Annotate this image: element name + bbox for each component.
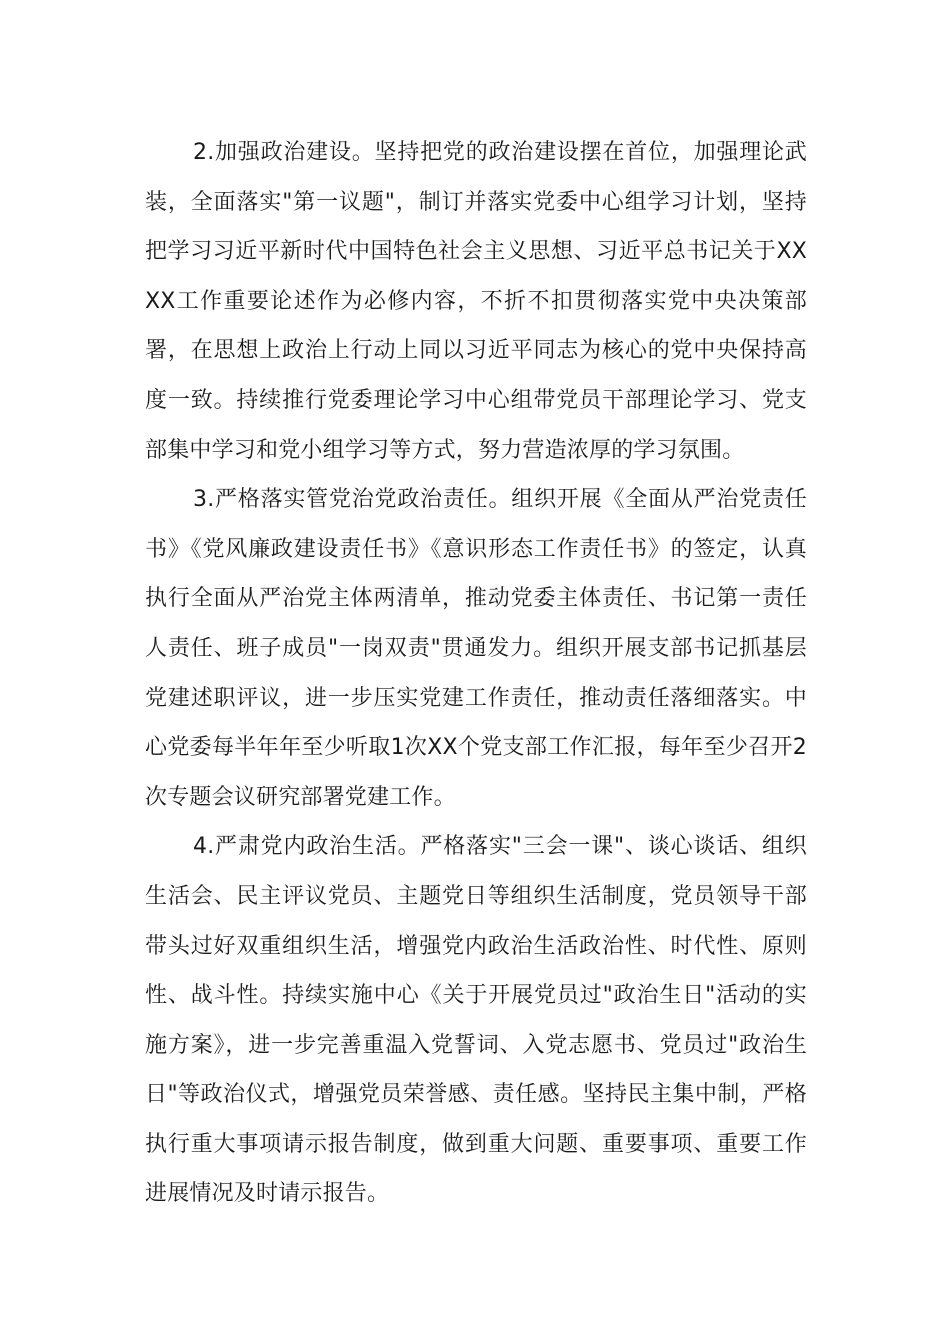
document-body bbox=[145, 128, 807, 1219]
paragraph-political-construction: 2.加强政治建设。坚持把党的政治建设摆在首位，加强理论武装，全面落实"第一议题"，制订并落实党委中心组学习计划，坚持把学习习近平新时代中国特色社会主义思想、习近平总书记关于XXXX工作重要论述作为必修内容，不折不扣贯彻落实党中央决策部署，在思想上政治上行动上同以习近平同志为核心的党中央保持高度一致。持续推行党委理论学习中心组带党员干部理论学习、党支部集中学习和党小组学习等方式，努力营造浓厚的学习氛围。 bbox=[145, 140, 807, 463]
paragraph-party-responsibility: 3.严格落实管党治党政治责任。组织开展《全面从严治党责任书》《党风廉政建设责任书》《意识形态工作责任书》的签定，认真执行全面从严治党主体两清单，推动党委主体责任、书记第一责任人责任、班子成员"一岗双责"贯通发力。组织开展支部书记抓基层党建述职评议，进一步压实党建工作责任，推动责任落细落实。中心党委每半年年至少听取1次XX个党支部工作汇报，每年至少召开2次专题会议研究部署党建工作。 bbox=[145, 487, 807, 810]
paragraph-political-life: 4.严肃党内政治生活。严格落实"三会一课"、谈心谈话、组织生活会、民主评议党员、主题党日等组织生活制度，党员领导干部带头过好双重组织生活，增强党内政治生活政治性、时代性、原则性、战斗性。持续实施中心《关于开展党员过"政治生日"活动的实施方案》，进一步完善重温入党誓词、入党志愿书、党员过"政治生日"等政治仪式，增强党员荣誉感、责任感。坚持民主集中制，严格执行重大事项请示报告制度，做到重大问题、重要事项、重要工作进展情况及时请示报告。 bbox=[145, 834, 807, 1207]
